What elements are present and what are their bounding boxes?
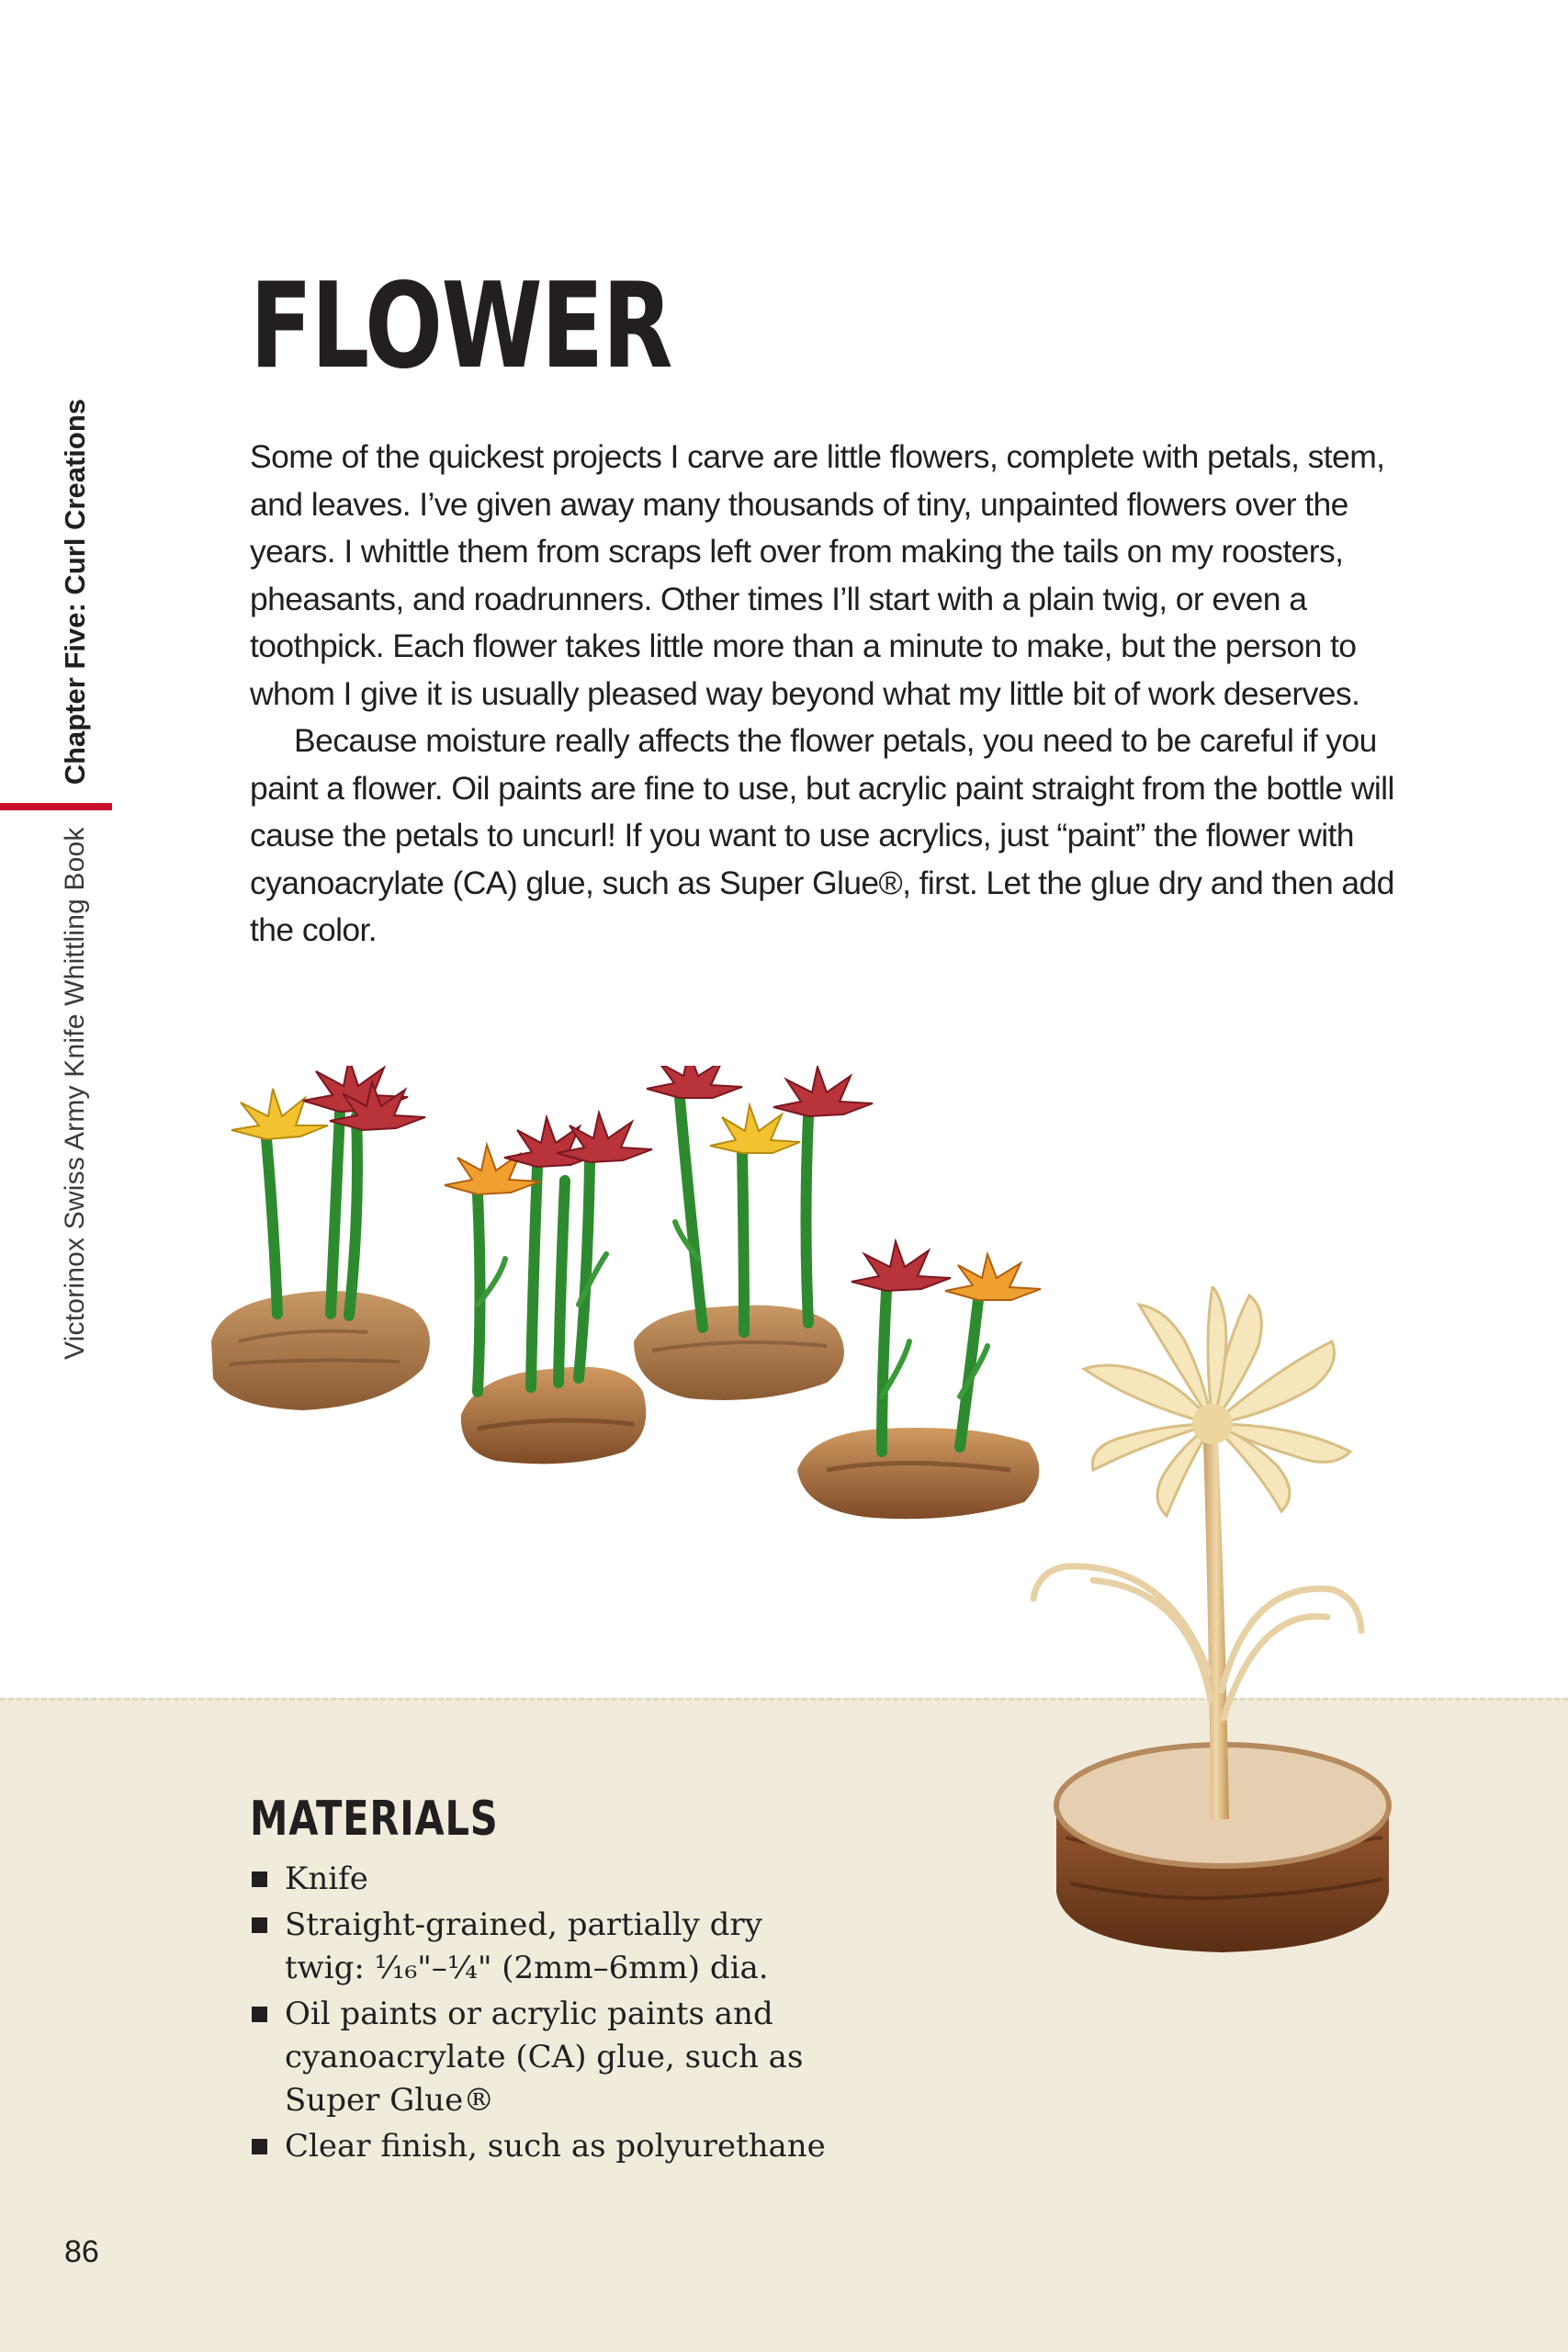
bullet-icon [252,1871,267,1887]
list-item [250,1904,838,1990]
list-item [250,2125,838,2168]
flower-center [1192,1404,1233,1444]
flower-leaves [1033,1566,1361,1718]
unpainted-flower-photo [1029,1286,1415,2021]
body-paragraph: Because moisture really affects the flower petals, you need to be careful if you paint a flower. Oil paints are fine to use, but acrylic paint straight from the bottle will cause the petals to uncurl! If you want to use acrylics, just “paint” the flower with cyanoacrylate (CA) glue, such as Super Glue®, first. Let the glue dry and then add the color. [250,722,1394,948]
page-number: 86 [64,2234,99,2269]
bullet-icon [252,2139,267,2154]
page-title: FLOWER [250,258,671,395]
bullet-icon [252,1917,267,1933]
materials-list [250,1858,838,2171]
list-item [250,1993,838,2122]
material-text: Straight-grained, partially dry twig: ¹⁄₁₆"–¼" (2mm–6mm) dia. [285,1906,769,1986]
material-text: Knife [285,1860,368,1897]
running-head-chapter: Chapter Five: Curl Creations [59,398,91,786]
materials-heading: MATERIALS [250,1792,499,1847]
bark-base [797,1428,1039,1519]
body-text [250,434,1407,955]
material-text: Clear finish, such as polyurethane [285,2128,826,2165]
bark-base [211,1291,430,1410]
list-item [250,1858,838,1901]
material-text: Oil paints or acrylic paints and cyanoacrylate (CA) glue, such as Super Glue® [285,1996,804,2119]
chapter-accent-bar [0,803,112,810]
bullet-icon [252,2007,267,2022]
painted-flowers-photo [202,1066,1047,1534]
body-paragraph: Some of the quickest projects I carve are little flowers, complete with petals, stem, and leaves. I’ve given away many thousands of tiny, unpainted flowers over the years. I whittle them from scraps left over from making the tails on my roosters, pheasants, and roadrunners. Other times I’ll start with a plain twig, or even a toothpick. Each flower takes little more than a minute to make, but the person to whom I give it is usually pleased way beyond what my little bit of work deserves. [250,438,1385,712]
running-head-book-title: Victorinox Swiss Army Knife Whittling Book [60,827,90,1360]
